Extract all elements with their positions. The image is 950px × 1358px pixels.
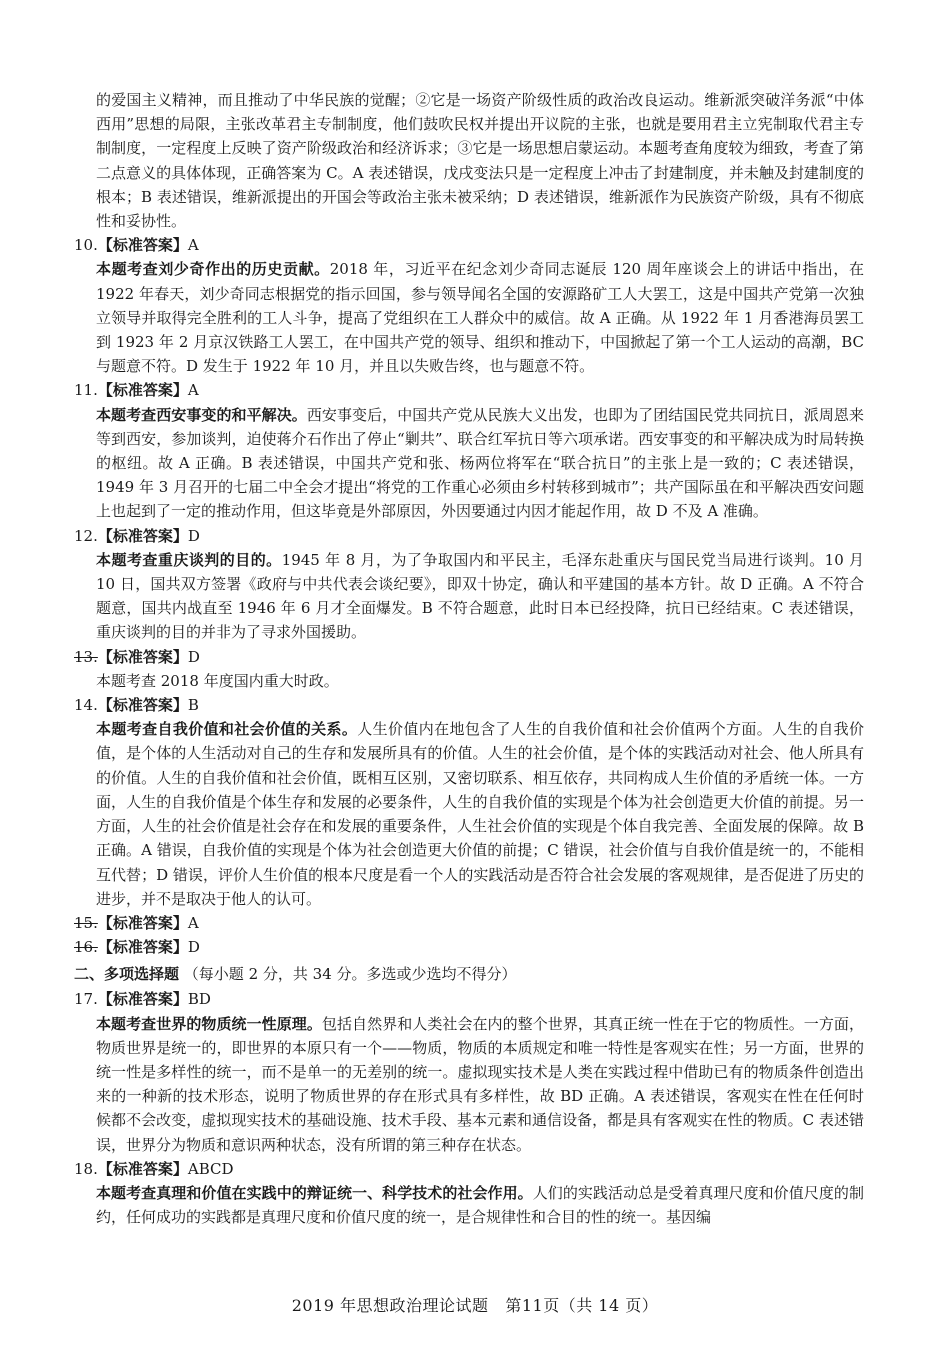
explanation-12	[96, 548, 864, 645]
answer-tag: 【标准答案】	[97, 990, 188, 1009]
answer-value: D	[187, 938, 200, 957]
answer-value: ABCD	[187, 1159, 234, 1178]
explanation-body: 人生价值内在地包含了人生的自我价值和社会价值两个方面。人生的自我价值，是个体的人生活动对自己的生存和发展所具有的价值。人生的社会价值，是个体的实践活动对社会、他人所具有的价值。人生的自我价值和社会价值，既相互区别，又密切联系、相互依存，共同构成人生价值的矛盾统一体。一方面，人生的自我价值是个体生存和发展的必要条件，人生的自我价值的实现是个体为社会创造更大价值的前提。另一方面，人生的社会价值是社会存在和发展的重要条件，人生社会价值的实现是个体自我完善、全面发展的保障。故 B 正确。A 错误，自我价值的实现是个体为社会创造更大价值的前提；C 错误，社会价值与自我价值是统一的，不能相互代替；D 错误，评价人生价值的根本尺度是看一个人的实践活动是否符合社会发展的客观规律，是否促进了历史的进步，并不是取决于他人的认可。	[96, 720, 864, 908]
answer-value: B	[187, 696, 199, 715]
answer-value: A	[187, 913, 199, 932]
answer-line-18	[74, 1157, 864, 1181]
answer-value: A	[187, 236, 199, 255]
explanation-14	[96, 717, 864, 911]
answer-value: A	[187, 381, 199, 400]
answer-tag: 【标准答案】	[97, 236, 188, 255]
question-number: 14.	[74, 696, 98, 715]
question-number: 17.	[74, 990, 98, 1009]
explanation-lead: 本题考查世界的物质统一性原理。	[96, 1014, 322, 1033]
explanation-lead: 本题考查真理和价值在实践中的辩证统一、科学技术的社会作用。	[96, 1183, 533, 1202]
page-footer	[0, 1293, 950, 1316]
answer-tag: 【标准答案】	[97, 696, 188, 715]
answer-line-11	[74, 378, 864, 402]
question-number: 18.	[74, 1159, 98, 1178]
section-heading	[74, 961, 864, 987]
answer-line-13	[74, 645, 864, 669]
explanation-13: 本题考查 2018 年度国内重大时政。	[96, 671, 339, 690]
answer-tag: 【标准答案】	[97, 647, 188, 666]
section-title: 二、多项选择题	[74, 965, 180, 984]
question-number: 10.	[74, 236, 98, 255]
answer-tag: 【标准答案】	[97, 938, 188, 957]
answer-line-10	[74, 233, 864, 257]
explanation-lead: 本题考查刘少奇作出的历史贡献。	[96, 260, 330, 279]
question-number: 16.	[74, 938, 98, 957]
explanation-lead: 本题考查重庆谈判的目的。	[96, 550, 282, 569]
answer-line-15	[74, 911, 864, 935]
answer-line-16	[74, 935, 864, 959]
explanation-body: 西安事变后，中国共产党从民族大义出发，也即为了团结国民党共同抗日，派周恩来等到西安，参加谈判，迫使蒋介石作出了停止“剿共”、联合红军抗日等六项承诺。西安事变的和平解决成为时局转换的枢纽。故 A 正确。B 表述错误，中国共产党和张、杨两位将军在“联合抗日”的主张上是一致的；C 表述错误，1949 年 3 月召开的七届二中全会才提出“将党的工作重心必须由乡村转移到城市”；共产国际虽在和平解决西安问题上也起到了一定的推动作用，但这毕竟是外部原因，外因要通过内因才能起作用，故 D 不及 A 准确。	[96, 405, 864, 521]
footer-title: 2019 年思想政治理论试题	[291, 1296, 489, 1315]
answer-line-17	[74, 987, 864, 1011]
footer-page-number: 第11页（共 14 页）	[505, 1296, 659, 1315]
intro-paragraph: 的爱国主义精神，而且推动了中华民族的觉醒；②它是一场资产阶级性质的政治改良运动。维新派突破洋务派“中体西用”思想的局限，主张改革君主专制制度，他们鼓吹民权并提出开议院的主张，也就是要用君主立宪制取代君主专制制度，一定程度上反映了资产阶级政治和经济诉求；③它是一场思想启蒙运动。本题考查角度较为细致，考查了第二点意义的具体体现，正确答案为 C。A 表述错误，戊戌变法只是一定程度上冲击了封建制度，并未触及封建制度的根本；B 表述错误，维新派提出的开国会等政治主张未被采纳；D 表述错误，维新派作为民族资产阶级，具有不彻底性和妥协性。	[96, 91, 864, 231]
explanation-lead: 本题考查西安事变的和平解决。	[96, 405, 307, 424]
answer-tag: 【标准答案】	[97, 526, 188, 545]
answer-value: BD	[187, 990, 211, 1009]
question-number: 13.	[74, 647, 98, 666]
answer-tag: 【标准答案】	[97, 381, 188, 400]
explanation-body: 包括自然界和人类社会在内的整个世界，其真正统一性在于它的物质性。一方面，物质世界是统一的，即世界的本原只有一个——物质，物质的本质规定和唯一特性是客观实在性；另一方面，世界的统一性是多样性的统一，而不是单一的无差别的统一。虚拟现实技术是人类在实践过程中借助已有的物质条件创造出来的一种新的技术形态，说明了物质世界的存在形式具有多样性，故 BD 正确。A 表述错误，客观实在性在任何时候都不会改变，虚拟现实技术的基础设施、技术手段、基本元素和通信设备，都是具有客观实在性的物质。C 表述错误，世界分为物质和意识两种状态，没有所谓的第三种存在状态。	[96, 1014, 864, 1154]
explanation-body: 2018 年，习近平在纪念刘少奇同志诞辰 120 周年座谈会上的讲话中指出，在 1922 年春天，刘少奇同志根据党的指示回国，参与领导闻名全国的安源路矿工人大罢工，这是中国共产党第一次独立领导并取得完全胜利的工人斗争，提高了党组织在工人群众中的威信。故 A 正确。从 1922 年 1 月香港海员罢工到 1923 年 2 月京汉铁路工人罢工，在中国共产党的领导、组织和推动下，中国掀起了第一个工人运动的高潮，BC 与题意不符。D 发生于 1922 年 10 月，并且以失败告终，也与题意不符。	[96, 260, 864, 376]
answer-line-14	[74, 693, 864, 717]
question-number: 15.	[74, 913, 98, 932]
explanation-body: 人们的实践活动总是受着真理尺度和价值尺度的制约，任何成功的实践都是真理尺度和价值尺度的统一，是合规律性和合目的性的统一。基因编	[96, 1183, 864, 1227]
answer-value: D	[187, 647, 200, 666]
explanation-body: 1945 年 8 月，为了争取国内和平民主，毛泽东赴重庆与国民党当局进行谈判。10 月 10 日，国共双方签署《政府与中共代表会谈纪要》，即双十协定，确认和平建国的基本方针。故 D 正确。A 不符合题意，国共内战直至 1946 年 6 月才全面爆发。B 不符合题意，此时日本已经投降，抗日已经结束。C 表述错误，重庆谈判的目的并非为了寻求外国援助。	[96, 550, 864, 642]
answer-tag: 【标准答案】	[97, 913, 188, 932]
explanation-17	[96, 1012, 864, 1157]
explanation-10	[96, 257, 864, 378]
question-number: 11.	[74, 381, 98, 400]
question-number: 12.	[74, 526, 98, 545]
answer-line-12	[74, 524, 864, 548]
answer-page	[74, 88, 864, 1229]
answer-tag: 【标准答案】	[97, 1159, 188, 1178]
explanation-lead: 本题考查自我价值和社会价值的关系。	[96, 720, 358, 739]
section-note: （每小题 2 分，共 34 分。多选或少选均不得分）	[183, 965, 517, 984]
answer-value: D	[187, 526, 200, 545]
explanation-18	[96, 1181, 864, 1229]
explanation-11	[96, 403, 864, 524]
